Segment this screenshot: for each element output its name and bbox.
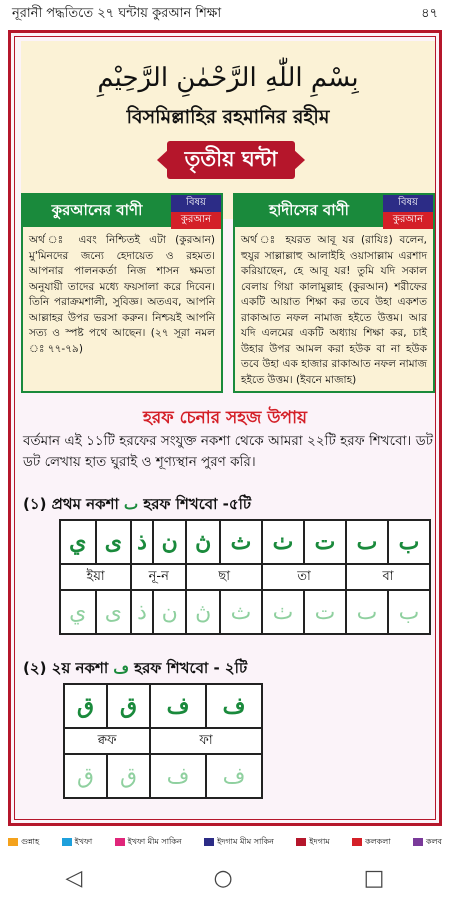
trace-cell[interactable]: ٺ bbox=[262, 590, 304, 634]
chart1-table bbox=[59, 519, 431, 635]
quran-card bbox=[21, 193, 223, 393]
section-title: হরফ চেনার সহজ উপায় bbox=[142, 408, 308, 428]
trace-cell[interactable]: ف bbox=[206, 754, 262, 798]
chart2-heading-glyph: ڡ bbox=[113, 659, 129, 677]
hadith-card-title: হাদীসের বাণী bbox=[235, 195, 383, 227]
chart1-name-row bbox=[60, 564, 430, 590]
trace-cell[interactable]: ث bbox=[220, 590, 262, 634]
tajweed-legend bbox=[0, 832, 450, 852]
letter-cell: ب bbox=[388, 520, 430, 564]
book-title: নূরানী পদ্ধতিতে ২৭ ঘন্টায় কুরআন শিক্ষা bbox=[12, 5, 222, 21]
trace-cell[interactable]: ى bbox=[96, 590, 132, 634]
book-page bbox=[8, 30, 442, 826]
legend-item bbox=[413, 836, 442, 849]
letter-name-cell: ফা bbox=[150, 728, 262, 754]
chart1-heading-glyph: ٮ bbox=[124, 495, 139, 513]
trace-cell[interactable]: ذ bbox=[131, 590, 153, 634]
hadith-tag-bottom: কুরআন bbox=[383, 212, 433, 229]
chart1-heading-prefix: (১) প্রথম নকশা bbox=[23, 495, 119, 513]
chart2-name-row bbox=[64, 728, 262, 754]
letter-name-cell: নূ-ন bbox=[131, 564, 186, 590]
letter-cell: ف bbox=[206, 684, 262, 728]
trace-cell[interactable]: ف bbox=[150, 754, 206, 798]
trace-cell[interactable]: ٮ bbox=[346, 590, 388, 634]
letter-cell: ى bbox=[96, 520, 132, 564]
legend-item bbox=[8, 836, 39, 849]
chart2-trace-row bbox=[64, 754, 262, 798]
legend-swatch bbox=[204, 838, 214, 846]
legend-swatch bbox=[8, 838, 18, 846]
quran-card-header bbox=[23, 195, 221, 227]
chart1-heading bbox=[23, 493, 251, 518]
hadith-card bbox=[233, 193, 435, 393]
legend-item bbox=[296, 836, 329, 849]
letter-name-cell: ইয়া bbox=[60, 564, 131, 590]
quran-card-title: কুরআনের বাণী bbox=[23, 195, 171, 227]
legend-label: ইখফা bbox=[74, 836, 93, 846]
hadith-tag-top: বিষয় bbox=[383, 195, 433, 212]
legend-label: ইখফা মীম সাকিন bbox=[127, 836, 182, 846]
letter-name-cell: ক্বফ bbox=[64, 728, 150, 754]
bismillah-bengali: বিসমিল্লাহির রহমানির রহীম bbox=[126, 106, 330, 128]
quran-tag-top: বিষয় bbox=[171, 195, 221, 212]
android-nav-bar bbox=[0, 856, 450, 900]
legend-label: গুন্নাহ bbox=[21, 836, 40, 846]
letter-cell: ث bbox=[220, 520, 262, 564]
home-icon[interactable]: ○ bbox=[213, 865, 233, 891]
back-icon[interactable]: ◁ bbox=[65, 865, 83, 891]
letter-name-cell: ছা bbox=[186, 564, 262, 590]
trace-cell[interactable]: ق bbox=[107, 754, 150, 798]
quran-tag-bottom: কুরআন bbox=[171, 212, 221, 229]
section-intro: বর্তমান এই ১১টি হরফের সংযুক্ত নকশা থেকে আমরা ২২টি হরফ শিখবো। ডট ডট লেখায় হাত ঘুরাই ও শূণ্যস্থান পুরণ করি। bbox=[23, 433, 433, 470]
legend-item bbox=[352, 836, 390, 849]
chart2-heading bbox=[23, 657, 247, 682]
letter-cell: ف bbox=[150, 684, 206, 728]
recent-apps-icon[interactable]: □ bbox=[363, 865, 385, 891]
trace-cell[interactable]: ق bbox=[64, 754, 107, 798]
legend-swatch bbox=[62, 838, 72, 846]
chart1-heading-suffix: হরফ শিখবো -৫টি bbox=[143, 495, 252, 513]
legend-swatch bbox=[296, 838, 306, 846]
chart1-trace-row bbox=[60, 590, 430, 634]
letter-cell: ذ bbox=[131, 520, 153, 564]
quran-card-tag bbox=[171, 195, 221, 227]
letter-cell: ت bbox=[304, 520, 346, 564]
letter-cell: ٺ bbox=[262, 520, 304, 564]
hadith-card-header bbox=[235, 195, 433, 227]
legend-swatch bbox=[115, 838, 125, 846]
hadith-card-tag bbox=[383, 195, 433, 227]
letter-name-cell: বা bbox=[346, 564, 430, 590]
chart2-heading-prefix: (২) ২য় নকশা bbox=[23, 659, 109, 677]
chart2-heading-suffix: হরফ শিখবো - ২টি bbox=[134, 659, 248, 677]
legend-label: কলব bbox=[425, 836, 442, 846]
letter-cell: ق bbox=[64, 684, 107, 728]
trace-cell[interactable]: ت bbox=[304, 590, 346, 634]
bismillah-arabic: بِسْمِ اللّٰهِ الرَّحْمٰنِ الرَّحِيْمِ bbox=[97, 63, 359, 93]
legend-item bbox=[204, 836, 274, 849]
trace-cell[interactable]: ب bbox=[388, 590, 430, 634]
legend-label: কলকলা bbox=[365, 836, 391, 846]
legend-label: ইদগাম মীম সাকিন bbox=[217, 836, 274, 846]
hour-title-badge: তৃতীয় ঘন্টা bbox=[167, 141, 295, 179]
chart1-letter-row bbox=[60, 520, 430, 564]
legend-item bbox=[62, 836, 93, 849]
chart2-table bbox=[63, 683, 263, 799]
letter-cell: ڽ bbox=[186, 520, 220, 564]
trace-cell[interactable]: ڽ bbox=[186, 590, 220, 634]
page-number: ৪৭ bbox=[421, 5, 438, 21]
trace-cell[interactable]: ن bbox=[153, 590, 187, 634]
chart2-letter-row bbox=[64, 684, 262, 728]
letter-cell: ي bbox=[60, 520, 96, 564]
trace-cell[interactable]: ي bbox=[60, 590, 96, 634]
letter-name-cell: তা bbox=[262, 564, 346, 590]
legend-label: ইদগাম bbox=[309, 836, 330, 846]
hadith-card-body: অর্থ ঃ হযরত আবূ যর (রাযিঃ) বলেন, হুযুর সাল্লাল্লাহু আলাইহি ওয়াসাল্লাম এরশাদ করিয়াছেন, হে আবূ যর! তুমি যদি সকাল বেলায় গিয়া কালামুল্লাহ (কুরআন) শরীফের একটি আয়াত শিক্ষা কর তবে উহা একশত রাকাআত নফল নামাজ হইতে উত্তম। আর যদি এলমের একটি অধ্যায় শিক্ষা কর, চাই উহার উপর আমল করা হউক বা না হউক তবে উহা এক হাজার রাকাআত নফল নামাজ হইতে উত্তম। (ইবনে মাজাহ) bbox=[241, 234, 427, 386]
legend-item bbox=[115, 836, 182, 849]
quran-card-body: অর্থ ঃ এবং নিশ্চিতই এটা (কুরআন) মু'মিনদের জন্যে হেদায়েত ও রহমত। আপনার পালনকর্তা নিজ শাসন ক্ষমতা অনুযায়ী তাদের মধ্যে ফয়সালা করে দিবেন। তিনি পরাক্রমশালী, সুবিজ্ঞ। অতএব, আপনি আল্লাহর উপর ভরসা করুন। নিশ্চয়ই আপনি সত্য ও স্পষ্ট পথে আছেন। (২৭ সূরা নমল ঃ ৭৭-৭৯) bbox=[29, 234, 215, 355]
letter-cell: ٮ bbox=[346, 520, 388, 564]
letter-cell: ق bbox=[107, 684, 150, 728]
letter-cell: ن bbox=[153, 520, 187, 564]
legend-swatch bbox=[413, 838, 423, 846]
legend-swatch bbox=[352, 838, 362, 846]
top-bar bbox=[0, 0, 450, 28]
